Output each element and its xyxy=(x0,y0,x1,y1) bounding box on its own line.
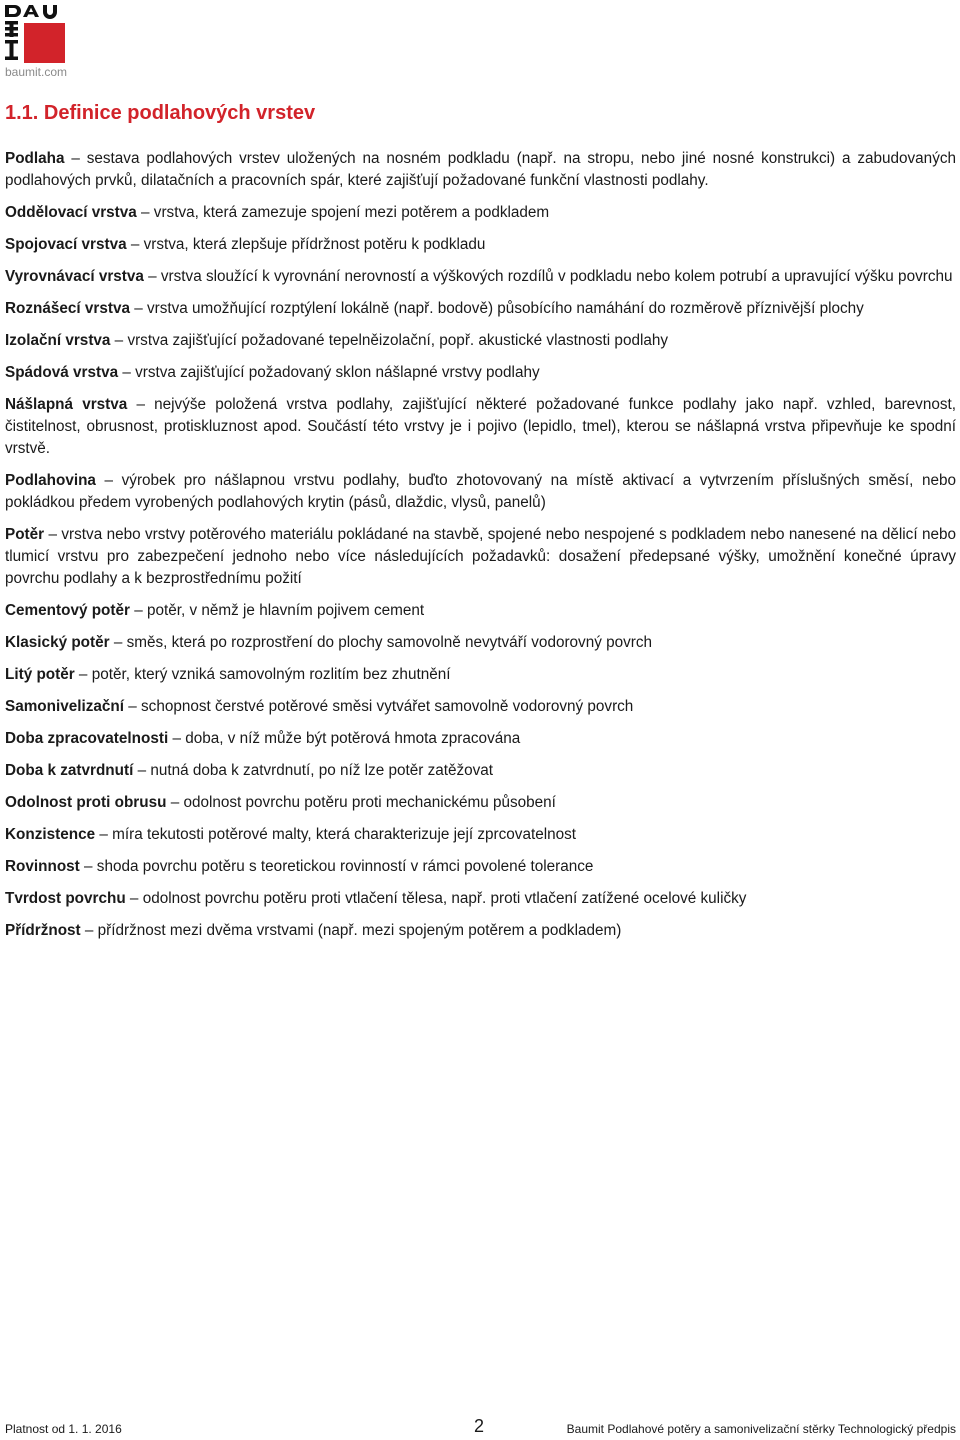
definition-text: – směs, která po rozprostření do plochy samovolně nevytváří vodorovný povrch xyxy=(109,634,653,651)
definition-entry xyxy=(5,888,956,910)
definition-text: – shoda povrchu potěru s teoretickou rovinností v rámci povolené tolerance xyxy=(79,858,594,875)
definition-text: – vrstva sloužící k vyrovnání nerovností a výškových rozdílů v podkladu nebo kolem potrubí a upravující výšku povrchu xyxy=(143,268,953,285)
definition-entry xyxy=(5,696,956,718)
definition-entry xyxy=(5,524,956,590)
definition-entry xyxy=(5,298,956,320)
definition-entry xyxy=(5,234,956,256)
definition-text: – schopnost čerstvé potěrové směsi vytvářet samovolně vodorovný povrch xyxy=(124,698,634,715)
definition-term: Doba k zatvrdnutí xyxy=(5,762,134,779)
logo-url[interactable]: baumit.com xyxy=(5,65,68,79)
definition-text: – vrstva, která zamezuje spojení mezi potěrem a podkladem xyxy=(136,204,550,221)
definition-term: Oddělovací vrstva xyxy=(5,204,137,221)
definition-entry xyxy=(5,792,956,814)
definition-text: – potěr, v němž je hlavním pojivem cement xyxy=(129,602,425,619)
definition-text: – sestava podlahových vrstev uložených na nosném podkladu (např. na stropu, nebo jiné nosné konstrukci) a zabudovaných podlahových prvků, dilatačních a pracovních spár, které zajišťují požadované funkční vlastnosti podlahy. xyxy=(5,150,956,189)
definition-text: – nutná doba k zatvrdnutí, po níž lze potěr zatěžovat xyxy=(133,762,494,779)
definition-entry xyxy=(5,664,956,686)
definition-term: Roznášecí vrstva xyxy=(5,300,130,317)
definition-term: Nášlapná vrstva xyxy=(5,396,128,413)
definition-text: – nejvýše položená vrstva podlahy, zajišťující některé požadované funkce podlahy jako např. vzhled, barevnost, čistitelnost, obrusnost, protiskluznost apod. Součástí této vrstvy je i pojivo (lepidlo, tmel), kterou se nášlapná vrstva připevňuje ke spodní vrstvě. xyxy=(5,396,956,457)
definition-text: – potěr, který vzniká samovolným rozlitím bez zhutnění xyxy=(74,666,451,683)
definition-text: – doba, v níž může být potěrová hmota zpracována xyxy=(168,730,521,747)
definition-entry xyxy=(5,330,956,352)
definition-term: Konzistence xyxy=(5,826,96,843)
definition-entry xyxy=(5,856,956,878)
definition-term: Samonivelizační xyxy=(5,698,125,715)
definition-term: Tvrdost povrchu xyxy=(5,890,126,907)
definition-text: – vrstva zajišťující požadovaný sklon nášlapné vrstvy podlahy xyxy=(118,364,540,381)
footer-validity: Platnost od 1. 1. 2016 xyxy=(5,1422,122,1436)
definition-term: Potěr xyxy=(5,526,45,543)
definition-list xyxy=(5,148,956,952)
definition-term: Spojovací vrstva xyxy=(5,236,127,253)
definition-text: – vrstva umožňující rozptýlení lokálně (např. bodově) působícího namáhání do rozměrově příznivější plochy xyxy=(130,300,864,317)
definition-entry xyxy=(5,920,956,942)
section-title: 1.1. Definice podlahových vrstev xyxy=(5,102,316,124)
definition-entry xyxy=(5,202,956,224)
definition-text: – vrstva nebo vrstvy potěrového materiálu pokládané na stavbě, spojené nebo nespojené s podkladem nebo nanesené na dělicí nebo tlumicí vrstvu pro zabezpečení jednoho nebo více následujících požadavků: dosažení předepsané výšky, umožnění konečné úpravy povrchu podlahy a k bezprostřednímu požití xyxy=(5,526,956,587)
definition-term: Doba zpracovatelnosti xyxy=(5,730,169,747)
definition-entry xyxy=(5,728,956,750)
definition-entry xyxy=(5,394,956,460)
definition-term: Litý potěr xyxy=(5,666,75,683)
definition-term: Izolační vrstva xyxy=(5,332,111,349)
definition-entry xyxy=(5,760,956,782)
definition-term: Vyrovnávací vrstva xyxy=(5,268,144,285)
definition-entry xyxy=(5,362,956,384)
definition-text: – přídržnost mezi dvěma vrstvami (např. mezi spojeným potěrem a podkladem) xyxy=(80,922,622,939)
definition-term: Podlaha xyxy=(5,150,65,167)
definition-term: Spádová vrstva xyxy=(5,364,119,381)
definition-term: Přídržnost xyxy=(5,922,81,939)
definition-term: Odolnost proti obrusu xyxy=(5,794,167,811)
definition-entry xyxy=(5,632,956,654)
definition-entry xyxy=(5,600,956,622)
definition-text: – vrstva zajišťující požadované tepelněizolační, popř. akustické vlastnosti podlahy xyxy=(110,332,669,349)
definition-term: Cementový potěr xyxy=(5,602,130,619)
definition-text: – odolnost povrchu potěru proti vtlačení tělesa, např. proti vtlačení zatížené ocelové kuličky xyxy=(125,890,747,907)
definition-entry xyxy=(5,470,956,514)
definition-text: – výrobek pro nášlapnou vrstvu podlahy, buďto zhotovovaný na místě aktivací a vytvrzením příslušných směsí, nebo pokládkou předem vyrobených podlahových krytin (pásů, dlaždic, vlysů, panelů) xyxy=(5,472,956,511)
definition-entry xyxy=(5,148,956,192)
definition-term: Klasický potěr xyxy=(5,634,110,651)
definition-entry xyxy=(5,266,956,288)
definition-text: – vrstva, která zlepšuje přídržnost potěru k podkladu xyxy=(126,236,486,253)
definition-term: Rovinnost xyxy=(5,858,80,875)
definition-term: Podlahovina xyxy=(5,472,96,489)
footer-doc-title: Baumit Podlahové potěry a samonivelizační stěrky Technologický předpis xyxy=(566,1422,956,1436)
page-footer xyxy=(0,1416,960,1440)
definition-entry xyxy=(5,824,956,846)
page-number: 2 xyxy=(474,1416,485,1436)
definition-text: – míra tekutosti potěrové malty, která charakterizuje její zprcovatelnost xyxy=(95,826,577,843)
definition-text: – odolnost povrchu potěru proti mechanickému působení xyxy=(166,794,556,811)
baumit-logo xyxy=(3,2,66,64)
